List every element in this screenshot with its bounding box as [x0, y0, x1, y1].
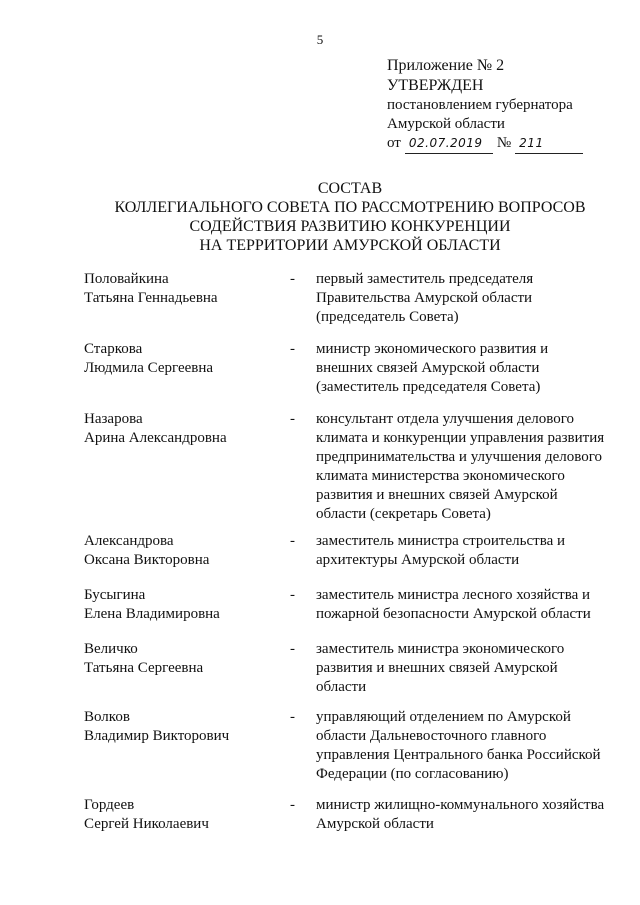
role-line: Правительства Амурской области — [316, 290, 533, 306]
member-role — [316, 586, 614, 624]
member-surname: Половайкина — [84, 271, 169, 287]
role-line: заместитель министра строительства и — [316, 533, 566, 549]
member-dash: - — [290, 587, 295, 603]
member-dash: - — [290, 271, 295, 287]
approval-line-1: постановлением губернатора — [387, 97, 573, 113]
member-given-names: Оксана Викторовна — [84, 552, 210, 568]
approval-date-line — [387, 134, 583, 154]
role-line: заместитель министра экономического — [316, 641, 565, 657]
approval-line-2: Амурской области — [387, 116, 505, 132]
member-role — [316, 708, 614, 784]
role-line: области — [316, 679, 367, 695]
approved-label: УТВЕРЖДЕН — [387, 77, 484, 94]
role-line: пожарной безопасности Амурской области — [316, 606, 591, 622]
member-surname: Назарова — [84, 411, 143, 427]
member-dash: - — [290, 797, 295, 813]
member-role — [316, 532, 614, 570]
handwritten-date: 02.07.2019 — [405, 134, 493, 154]
title-line-3: СОДЕЙСТВИЯ РАЗВИТИЮ КОНКУРЕНЦИИ — [189, 218, 511, 235]
member-name — [84, 708, 284, 746]
number-label: № — [496, 135, 512, 151]
role-line: (заместитель председателя Совета) — [316, 379, 541, 395]
member-name — [84, 796, 284, 834]
role-line: климата и конкуренции управления развития — [316, 430, 605, 446]
member-dash: - — [290, 411, 295, 427]
member-name — [84, 270, 284, 308]
member-surname: Гордеев — [84, 797, 135, 813]
role-line: управляющий отделением по Амурской — [316, 709, 571, 725]
title-line-1: СОСТАВ — [317, 180, 383, 197]
member-dash: - — [290, 709, 295, 725]
member-name — [84, 340, 284, 378]
handwritten-number: 211 — [515, 134, 583, 154]
member-dash: - — [290, 533, 295, 549]
member-role — [316, 796, 614, 834]
member-given-names: Татьяна Сергеевна — [84, 660, 204, 676]
role-line: министр экономического развития и — [316, 341, 549, 357]
role-line: Федерации (по согласованию) — [316, 766, 509, 782]
role-line: области Дальневосточного главного — [316, 728, 547, 744]
member-surname: Старкова — [84, 341, 143, 357]
member-given-names: Татьяна Геннадьевна — [84, 290, 218, 306]
from-label: от — [387, 135, 401, 151]
role-line: предпринимательства и улучшения делового — [316, 449, 603, 465]
approval-stamp — [387, 56, 583, 154]
role-line: (председатель Совета) — [316, 309, 459, 325]
title-line-2: КОЛЛЕГИАЛЬНОГО СОВЕТА ПО РАССМОТРЕНИЮ ВОПРОСОВ — [114, 199, 586, 216]
member-given-names: Арина Александровна — [84, 430, 227, 446]
role-line: Амурской области — [316, 816, 434, 832]
member-surname: Бусыгина — [84, 587, 146, 603]
role-line: министр жилищно-коммунального хозяйства — [316, 797, 605, 813]
member-name — [84, 640, 284, 678]
title-line-4: НА ТЕРРИТОРИИ АМУРСКОЙ ОБЛАСТИ — [199, 237, 501, 254]
member-role — [316, 640, 614, 697]
member-surname: Волков — [84, 709, 130, 725]
member-name — [84, 410, 284, 448]
role-line: консультант отдела улучшения делового — [316, 411, 574, 427]
member-surname: Александрова — [84, 533, 174, 549]
role-line: архитектуры Амурской области — [316, 552, 520, 568]
appendix-label: Приложение № 2 — [387, 57, 505, 74]
member-given-names: Елена Владимировна — [84, 606, 220, 622]
role-line: развития и внешних связей Амурской — [316, 487, 558, 503]
page-number: 5 — [316, 32, 324, 47]
member-given-names: Людмила Сергеевна — [84, 360, 214, 376]
role-line: климата министерства экономического — [316, 468, 565, 484]
member-role — [316, 270, 614, 327]
member-surname: Величко — [84, 641, 138, 657]
role-line: области (секретарь Совета) — [316, 506, 491, 522]
role-line: заместитель министра лесного хозяйства и — [316, 587, 591, 603]
member-name — [84, 586, 284, 624]
member-role — [316, 410, 614, 524]
member-given-names: Владимир Викторович — [84, 728, 230, 744]
member-dash: - — [290, 641, 295, 657]
role-line: развития и внешних связей Амурской — [316, 660, 558, 676]
role-line: управления Центрального банка Российской — [316, 747, 601, 763]
document-title — [60, 179, 640, 255]
member-role — [316, 340, 614, 397]
member-dash: - — [290, 341, 295, 357]
member-name — [84, 532, 284, 570]
member-given-names: Сергей Николаевич — [84, 816, 209, 832]
role-line: первый заместитель председателя — [316, 271, 534, 287]
role-line: внешних связей Амурской области — [316, 360, 540, 376]
